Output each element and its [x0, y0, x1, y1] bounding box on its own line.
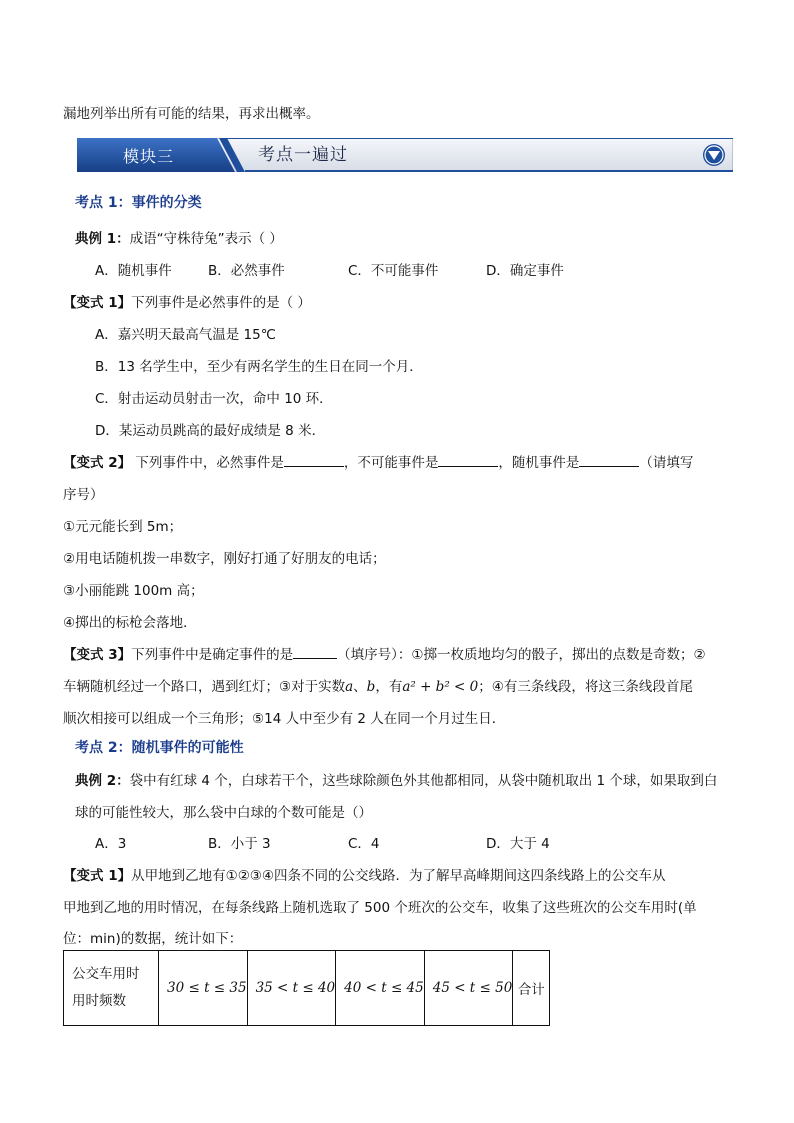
- variant2-line2: 序号）: [63, 487, 104, 503]
- table-cell-category-1: [159, 951, 248, 1026]
- example2-option-d: D．大于 4: [486, 836, 550, 852]
- variant1-question: [63, 291, 311, 311]
- example2-option-b: B．小于 3: [208, 836, 271, 852]
- table-row-header: [64, 951, 159, 1026]
- table-cell-category-2: [247, 951, 336, 1026]
- intro-text: 漏地列举出所有可能的结果，再求出概率。: [63, 106, 320, 122]
- example1-option-b: B．必然事件: [208, 263, 285, 279]
- variant3-line3: 顺次相接可以组成一个三角形；⑤14 人中至少有 2 人在同一个月过生日．: [63, 711, 506, 727]
- answer-blank-determined[interactable]: [293, 646, 337, 659]
- banner-title: 考点一遍过: [258, 145, 348, 165]
- variant2-part2: ，不可能事件是: [343, 455, 439, 471]
- variant2-item-1: ①元元能长到 5m；: [63, 519, 183, 535]
- variant1-text: 下列事件是必然事件的是（ ）: [131, 295, 311, 311]
- kp2-variant1-line2: 甲地到乙地的用时情况，在每条线路上随机选取了 500 个班次的公交车，收集了这些班次的公交车用时(单: [63, 900, 697, 916]
- kp2-variant1-text: 从甲地到乙地有①②③④四条不同的公交线路．为了解早高峰期间这四条线路上的公交车从: [131, 868, 666, 884]
- example1-question: [75, 227, 283, 247]
- variant1-option-c: C．射击运动员射击一次，命中 10 环．: [95, 391, 333, 407]
- category-label: 45 < t ≤ 50: [432, 980, 513, 996]
- chevron-down-circle-icon: [702, 143, 726, 167]
- variant2-question: [63, 451, 693, 471]
- category-label: 30 ≤ t ≤ 35: [167, 980, 247, 996]
- example1-option-c: C．不可能事件: [348, 263, 439, 279]
- banner-background: [77, 138, 733, 172]
- kp2-variant1-line1: [63, 864, 666, 884]
- example2-option-a: A．3: [95, 836, 127, 852]
- variant3-line2-c: ；④有三条线段，将这三条线段首尾: [478, 679, 693, 695]
- kp2-variant1-line3: 位：min)的数据，统计如下：: [63, 931, 243, 947]
- variant1-option-d: D．某运动员跳高的最好成绩是 8 米．: [95, 423, 326, 439]
- table-cell-category-4: [424, 951, 513, 1026]
- example2-text: 袋中有红球 4 个，白球若干个，这些球除颜色外其他都相同，从袋中随机取出 1 个球，如果取到白: [129, 773, 718, 789]
- variant3-line2: [63, 675, 693, 695]
- variant3-comma: 、: [353, 679, 367, 695]
- variant1-option-a: A．嘉兴明天最高气温是 15℃: [95, 327, 276, 343]
- table-cell-total: 合计: [513, 951, 550, 1026]
- variant3-part1: 下列事件中是确定事件的是: [131, 647, 294, 663]
- variant2-item-3: ③小丽能跳 100m 高；: [63, 583, 204, 599]
- variant2-item-2: ②用电话随机拨一串数字，刚好打通了好朋友的电话；: [63, 551, 386, 567]
- module-banner: [77, 138, 733, 172]
- variable-b: b: [366, 679, 376, 695]
- variant2-item-4: ④掷出的标枪会落地．: [63, 615, 197, 631]
- category-label: 35 < t ≤ 40: [255, 980, 336, 996]
- row-header-frequency: 用时频数: [72, 993, 126, 1009]
- variant3-question: [63, 643, 706, 663]
- variant3-label: 【变式 3】: [63, 647, 132, 663]
- variant1-label: 【变式 1】: [63, 295, 132, 311]
- variant3-line2-b: ，有: [375, 679, 403, 695]
- variable-a: a: [345, 679, 354, 695]
- banner-module-label: 模块三: [123, 147, 175, 166]
- row-header-time: 公交车用时: [72, 966, 140, 982]
- example1-label: 典例 1：: [75, 231, 130, 247]
- example2-label: 典例 2：: [75, 773, 130, 789]
- example1-option-d: D．确定事件: [486, 263, 564, 279]
- table-row: [64, 951, 550, 1026]
- kp2-variant1-label: 【变式 1】: [63, 868, 132, 884]
- variant2-part4: （请填写: [639, 455, 694, 471]
- variant2-part3: ，随机事件是: [498, 455, 580, 471]
- table-cell-category-3: [336, 951, 425, 1026]
- example2-line1: [75, 769, 717, 789]
- example2-line2: 球的可能性较大，那么袋中白球的个数可能是（）: [75, 805, 372, 821]
- variant3-line2-a: 车辆随机经过一个路口，遇到红灯；③对于实数: [63, 679, 346, 695]
- variant3-part2: （填序号）：①掷一枚质地均匀的骰子，掷出的点数是奇数；②: [337, 647, 706, 663]
- category-label: 40 < t ≤ 45: [344, 980, 424, 996]
- answer-blank-impossible[interactable]: [438, 454, 498, 467]
- variant1-option-b: B．13 名学生中，至少有两名学生的生日在同一个月．: [95, 359, 423, 375]
- answer-blank-certain[interactable]: [284, 454, 344, 467]
- kp1-heading: 考点 1：事件的分类: [75, 195, 202, 211]
- variant2-label: 【变式 2】: [63, 455, 132, 471]
- kp2-heading: 考点 2：随机事件的可能性: [75, 740, 244, 756]
- example1-text: 成语“守株待兔”表示（ ）: [129, 231, 283, 247]
- example2-option-c: C．4: [348, 836, 380, 852]
- example1-option-a: A．随机事件: [95, 263, 172, 279]
- variant2-part1: 下列事件中，必然事件是: [135, 455, 284, 471]
- answer-blank-random[interactable]: [579, 454, 639, 467]
- inequality: a² + b² < 0: [402, 679, 479, 695]
- bus-time-frequency-table: [63, 950, 550, 1026]
